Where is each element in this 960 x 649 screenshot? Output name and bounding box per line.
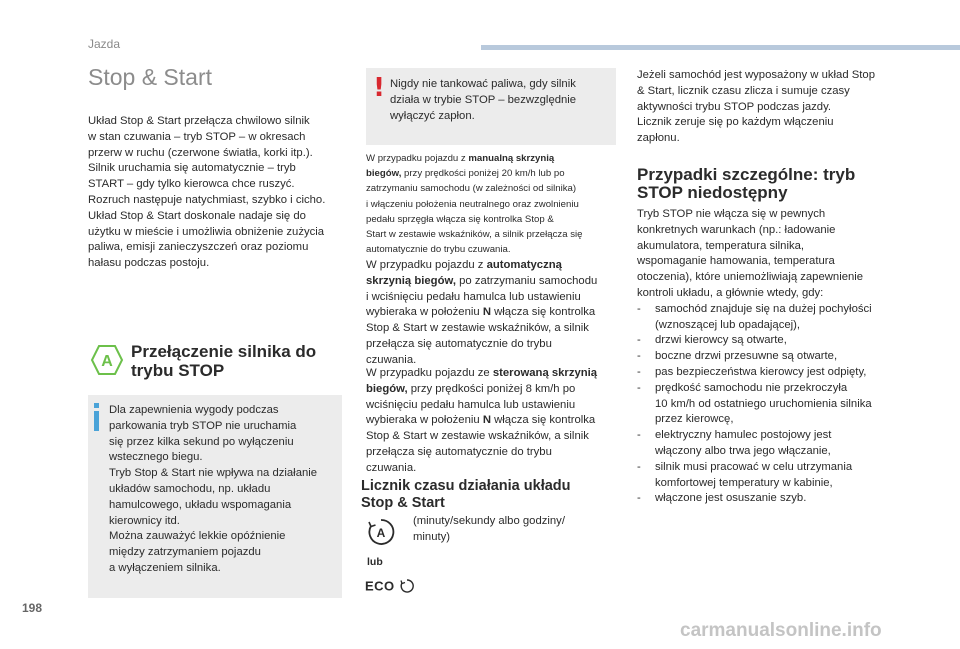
header-bar xyxy=(481,45,960,50)
text-line: Start w zestawie wskaźników, a silnik przełącza się xyxy=(366,229,583,241)
text-span: W przypadku pojazdu ze xyxy=(366,367,493,379)
list-item xyxy=(637,349,901,365)
text-line: Stop & Start w zestawie wskaźników, a silnik xyxy=(366,430,589,443)
list-item-line: włączony albo trwa jego włączanie, xyxy=(655,444,831,457)
info-box xyxy=(88,395,342,598)
info-line: Można zauważyć lekkie opóźnienie xyxy=(109,530,286,543)
list-item-line: (wznoszącej lub opadającej), xyxy=(655,318,801,331)
text-bold: manualną skrzynią xyxy=(468,153,555,164)
list-item-line: - silnik musi pracować w celu utrzymania xyxy=(655,460,853,473)
heading-line: Przełączenie silnika do xyxy=(131,342,317,361)
text-span: włącza się kontrolka xyxy=(490,306,596,319)
intro-line: START – gdy tylko kierowca chce ruszyć. xyxy=(88,178,295,191)
list-item xyxy=(637,491,901,507)
info-line: Dla zapewnienia wygody podczas xyxy=(109,404,279,416)
info-line: kierownicy itd. xyxy=(109,514,180,527)
note-line: (minuty/sekundy albo godziny/ xyxy=(413,515,565,527)
intro-line: przerw w ruchu (czerwone światła, korki itp.). xyxy=(88,146,313,159)
heading-line: STOP niedostępny xyxy=(637,183,788,202)
manual-gearbox-text xyxy=(366,151,620,257)
stop-start-indicator-icon xyxy=(366,517,396,547)
intro-line: użytku w mieście i umożliwia obniżenie zużycia xyxy=(88,225,325,238)
text-bold: automatyczną xyxy=(486,259,562,271)
list-item-line: - elektryczny hamulec postojowy jest xyxy=(655,429,832,442)
info-line: wstecznego biegu. xyxy=(109,451,203,464)
intro-line: Układ Stop & Start przełącza chwilowo silnik xyxy=(88,115,310,127)
warning-line: działa w trybie STOP – bezwzględnie xyxy=(390,93,577,106)
list-item xyxy=(637,365,901,381)
counter-heading xyxy=(361,478,623,511)
special-cases-text xyxy=(637,207,901,507)
text-span: wybieraka w położeniu xyxy=(366,306,483,319)
text-span: po zatrzymaniu samochodu xyxy=(455,274,598,287)
heading-line: Stop & Start xyxy=(361,494,445,511)
text-span: przy prędkości poniżej 20 km/h lub po xyxy=(401,168,565,180)
intro-line: hałasu podczas postoju. xyxy=(88,257,210,270)
text-bold: sterowaną skrzynią xyxy=(492,367,598,379)
text-span: włącza się kontrolka xyxy=(490,414,596,427)
list-item-line: przez kierowcę, xyxy=(655,413,734,426)
page-number: 198 xyxy=(22,601,43,615)
note-line: minuty) xyxy=(413,530,451,543)
eco-indicator xyxy=(365,577,415,597)
text-bold: N xyxy=(482,306,491,319)
info-icon xyxy=(94,403,99,429)
list-item-line: - samochód znajduje się na dużej pochyłości xyxy=(655,302,872,315)
text-bold: skrzynią biegów, xyxy=(366,274,456,287)
counter-description xyxy=(637,68,899,147)
list-item-line: - włączone jest osuszanie szyb. xyxy=(655,492,807,505)
list-item-line: - pas bezpieczeństwa kierowcy jest odpięty, xyxy=(655,365,867,378)
intro-text xyxy=(88,114,348,272)
text-span: W przypadku pojazdu z xyxy=(366,153,469,164)
intro-line: konkretnych warunkach (np.: ładowanie xyxy=(637,223,836,236)
text-line: wciśnięciu pedału hamulca lub ustawieniu xyxy=(366,398,576,411)
intro-line: Tryb STOP nie włącza się w pewnych xyxy=(637,208,826,220)
text-bold: N xyxy=(482,414,491,427)
info-line: się przez kilka sekund po wyłączeniu xyxy=(109,435,294,448)
watermark: carmanualsonline.info xyxy=(680,620,882,641)
info-line: a wyłączeniem silnika. xyxy=(109,561,221,574)
heading-line: trybu STOP xyxy=(131,361,225,380)
heading-line: Przypadki szczególne: tryb xyxy=(637,165,856,184)
text-line: czuwania. xyxy=(366,353,417,366)
text-line: pedału sprzęgła włącza się kontrolka Stop & xyxy=(366,213,554,225)
text-line: przełącza się automatycznie do trybu xyxy=(366,337,552,350)
intro-line: wspomaganie hamowania, temperatura xyxy=(637,255,835,268)
warning-box xyxy=(366,68,616,145)
sequential-gearbox-text xyxy=(366,366,620,477)
or-label: lub xyxy=(367,556,383,568)
svg-text:A: A xyxy=(376,526,386,540)
text-line: zatrzymaniu samochodu (w zależności od silnika) xyxy=(366,183,577,195)
eco-restart-icon xyxy=(399,578,415,594)
info-line: między zatrzymaniem pojazdu xyxy=(109,546,261,559)
desc-line: Licznik zeruje się po każdym włączeniu xyxy=(637,116,834,129)
text-bold: biegów, xyxy=(366,382,408,395)
svg-text:A: A xyxy=(101,353,113,370)
list-item xyxy=(637,302,901,334)
eco-label: ECO xyxy=(365,578,395,594)
text-span: wybieraka w położeniu xyxy=(366,414,483,427)
info-line: hamulcowego, układu wspomagania xyxy=(109,498,292,511)
list-item xyxy=(637,428,901,460)
text-bold: biegów, xyxy=(366,168,402,180)
warning-line: wyłączyć zapłon. xyxy=(390,109,475,122)
warning-icon: ! xyxy=(373,73,385,103)
text-line: automatycznie do trybu czuwania. xyxy=(366,244,511,256)
intro-line: Silnik uruchamia się automatycznie – tryb xyxy=(88,162,296,175)
text-line: przełącza się automatycznie do trybu xyxy=(366,445,552,458)
special-cases-heading xyxy=(637,166,907,202)
list-item-line: komfortowej temperatury w kabinie, xyxy=(655,476,833,489)
desc-line: aktywności trybu STOP podczas jazdy. xyxy=(637,100,832,113)
page-title: Stop & Start xyxy=(88,64,213,90)
text-span: przy prędkości poniżej 8 km/h po xyxy=(407,382,576,395)
intro-line: Rozruch następuje natychmiast, szybko i cicho. xyxy=(88,193,326,206)
desc-line: & Start, licznik czasu zlicza i sumuje czasy xyxy=(637,84,850,97)
automatic-gearbox-text xyxy=(366,258,620,369)
list-item xyxy=(637,381,901,428)
info-line: Tryb Stop & Start nie wpływa na działanie xyxy=(109,467,318,480)
counter-note xyxy=(413,514,613,546)
list-item-line: - prędkość samochodu nie przekroczyła xyxy=(655,381,848,394)
list-item-line: - drzwi kierowcy są otwarte, xyxy=(655,334,787,347)
heading-line: Licznik czasu działania układu xyxy=(361,478,571,494)
intro-line: akumulatora, temperatura silnika, xyxy=(637,239,805,252)
stop-mode-icon xyxy=(90,343,124,377)
warning-line: Nigdy nie tankować paliwa, gdy silnik xyxy=(390,78,576,90)
section-label: Jazda xyxy=(88,37,121,51)
desc-line: zapłonu. xyxy=(637,132,680,145)
text-line: i wciśnięciu pedału hamulca lub ustawieniu xyxy=(366,290,581,303)
text-line: Stop & Start w zestawie wskaźników, a silnik xyxy=(366,322,589,335)
desc-line: Jeżeli samochód jest wyposażony w układ Stop xyxy=(637,69,875,81)
info-line: układów samochodu, np. układu xyxy=(109,482,271,495)
intro-line: w stan czuwania – tryb STOP – w okresach xyxy=(88,130,306,143)
text-line: czuwania. xyxy=(366,461,417,474)
stop-mode-heading xyxy=(131,342,351,380)
list-item xyxy=(637,333,901,349)
conditions-list xyxy=(637,302,901,507)
list-item xyxy=(637,460,901,492)
text-line: i włączeniu położenia neutralnego oraz zwolnieniu xyxy=(366,198,579,210)
intro-line: paliwa, emisji zanieczyszczeń oraz poziomu xyxy=(88,241,309,254)
intro-line: Układ Stop & Start doskonale nadaje się do xyxy=(88,209,306,222)
info-line: parkowania tryb STOP nie uruchamia xyxy=(109,419,297,432)
intro-line: otoczenia), które uniemożliwiają zapewnienie xyxy=(637,271,864,284)
list-item-line: 10 km/h od ostatniego uruchomienia silnika xyxy=(655,397,872,410)
intro-line: kontroli układu, a głównie wtedy, gdy: xyxy=(637,286,824,299)
text-span: W przypadku pojazdu z xyxy=(366,259,487,271)
list-item-line: - boczne drzwi przesuwne są otwarte, xyxy=(655,350,838,363)
